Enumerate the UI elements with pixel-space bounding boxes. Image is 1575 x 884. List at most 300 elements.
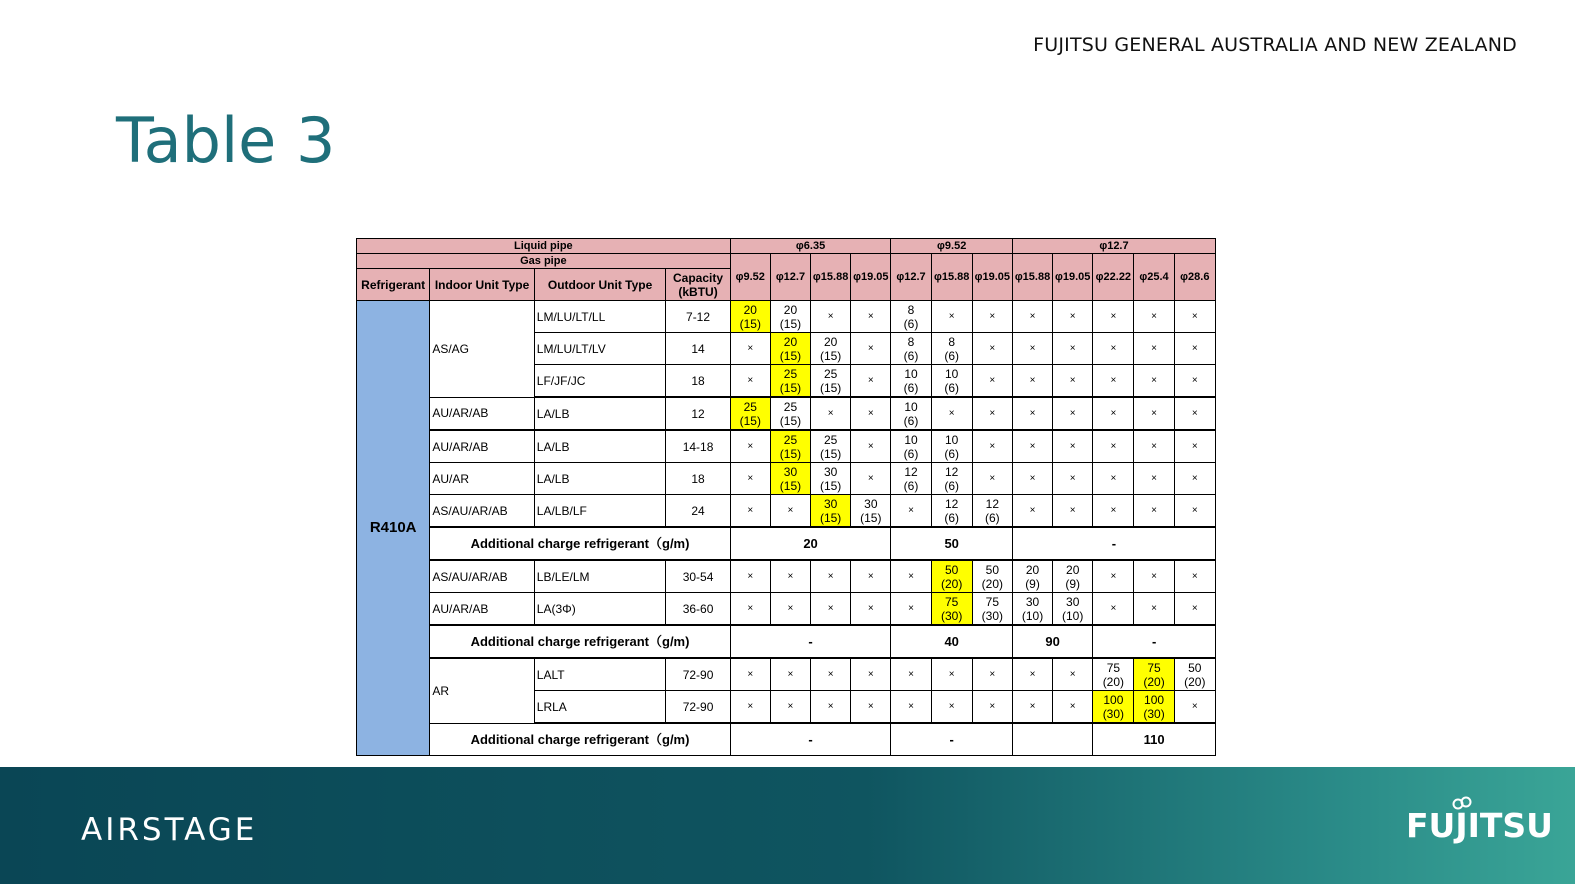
not-applicable-cell [811,301,851,333]
max-length-value: × [867,374,874,386]
liquid-pipe-header-row [357,239,1216,254]
chargeless-length-value: (20) [981,576,1004,591]
pipe-length-cell [851,495,891,528]
pipe-length-cell [891,463,931,495]
chargeless-length-value: (20) [1143,674,1165,689]
capacity-header: Capacity (kBTU) [666,269,730,301]
max-length-value: × [1069,407,1076,419]
max-length-value: × [1029,374,1036,386]
max-length-value: × [1110,310,1117,322]
max-length-value: 12 [985,496,1000,511]
chargeless-length-value: (10) [1062,608,1084,623]
max-length-value: × [989,668,996,680]
chargeless-length-value: (15) [819,380,842,395]
max-length-value: × [1151,504,1157,516]
not-applicable-cell [770,560,810,593]
max-length-value: 75 [945,594,959,609]
additional-charge-value: - [730,723,891,756]
max-length-value: × [948,668,955,680]
not-applicable-cell [972,333,1012,365]
capacity-cell: 30-54 [666,560,730,593]
max-length-value: × [747,440,754,452]
max-length-value: 30 [823,464,838,479]
max-length-value: 25 [783,399,798,414]
pipe-length-cell [891,365,931,398]
max-length-value: 20 [743,302,757,317]
table-row [357,495,1216,528]
pipe-length-cell [931,560,972,593]
max-length-value: × [867,602,874,614]
outdoor-unit-cell: LA(3Φ) [534,593,666,626]
max-length-value: × [908,700,914,712]
pipe-length-cell [931,365,972,398]
not-applicable-cell [931,658,972,691]
chargeless-length-value: (15) [779,413,802,428]
not-applicable-cell [972,658,1012,691]
indoor-unit-cell: AS/AU/AR/AB [430,495,534,528]
max-length-value: × [1069,472,1076,484]
outdoor-unit-cell: LB/LE/LM [534,560,666,593]
liquid-pipe-label: Liquid pipe [357,239,731,254]
max-length-value: × [948,407,955,419]
not-applicable-cell [1134,365,1174,398]
max-length-value: × [827,407,834,419]
indoor-unit-cell: AS/AG [430,301,534,398]
not-applicable-cell [1134,560,1174,593]
table-row [357,658,1216,691]
max-length-value: 25 [783,366,798,381]
max-length-value: × [989,407,996,419]
chargeless-length-value: (15) [739,316,761,331]
pipe-length-cell [1053,593,1093,626]
max-length-value: × [989,440,996,452]
not-applicable-cell [1053,301,1093,333]
max-length-value: 20 [1066,562,1080,577]
additional-charge-value: - [891,723,1013,756]
max-length-value: 75 [985,594,1000,609]
not-applicable-cell [1012,365,1052,398]
chargeless-length-value: (6) [944,380,960,395]
max-length-value: 30 [783,464,798,479]
max-length-value: × [1191,374,1198,386]
max-length-value: × [827,668,834,680]
pipe-length-cell [931,495,972,528]
outdoor-unit-cell: LA/LB [534,430,666,463]
max-length-value: × [827,310,834,322]
capacity-cell: 18 [666,463,730,495]
not-applicable-cell [1053,691,1093,724]
max-length-value: 12 [904,464,918,479]
additional-charge-value: - [1012,527,1215,560]
pipe-length-cell [770,463,810,495]
chargeless-length-value: (15) [819,478,842,493]
pipe-length-cell [891,333,931,365]
not-applicable-cell [1093,495,1134,528]
additional-charge-value: - [730,625,891,658]
pipe-length-cell [931,430,972,463]
chargeless-length-value: (15) [779,380,802,395]
pipe-length-cell [1174,658,1215,691]
chargeless-length-value: (6) [903,413,919,428]
not-applicable-cell [1012,691,1052,724]
not-applicable-cell [1174,333,1215,365]
max-length-value: × [989,700,996,712]
not-applicable-cell [1174,463,1215,495]
max-length-value: × [1069,310,1076,322]
indoor-unit-cell: AS/AU/AR/AB [430,560,534,593]
not-applicable-cell [1093,301,1134,333]
max-length-value: × [827,570,834,582]
max-length-value: 75 [1106,660,1121,675]
gas-pipe-label: Gas pipe [357,254,731,269]
indoor-unit-cell: AU/AR/AB [430,430,534,463]
additional-charge-value [1012,723,1092,756]
max-length-value: × [1191,472,1198,484]
table-row [357,397,1216,430]
pipe-length-cell [1134,691,1174,724]
chargeless-length-value: (15) [779,348,802,363]
pipe-length-cell [811,495,851,528]
not-applicable-cell [811,593,851,626]
max-length-value: × [747,374,754,386]
not-applicable-cell [972,365,1012,398]
chargeless-length-value: (6) [944,478,960,493]
not-applicable-cell [931,691,972,724]
not-applicable-cell [770,593,810,626]
not-applicable-cell [1174,301,1215,333]
max-length-value: 8 [948,334,956,349]
max-length-value: × [1191,342,1198,354]
not-applicable-cell [1093,593,1134,626]
not-applicable-cell [891,691,931,724]
indoor-unit-cell: AR [430,658,534,723]
pipe-length-cell [931,593,972,626]
not-applicable-cell [1053,658,1093,691]
not-applicable-cell [730,658,770,691]
gas-size-header: φ19.05 [851,254,891,301]
capacity-cell: 7-12 [666,301,730,333]
not-applicable-cell [1134,430,1174,463]
capacity-cell: 24 [666,495,730,528]
max-length-value: × [1110,570,1117,582]
max-length-value: × [867,668,874,680]
not-applicable-cell [730,560,770,593]
additional-charge-label: Additional charge refrigerant（g/m) [430,527,730,560]
additional-charge-value: 20 [730,527,891,560]
not-applicable-cell [1012,301,1052,333]
not-applicable-cell [891,658,931,691]
max-length-value: 25 [743,399,757,414]
max-length-value: 30 [1066,594,1080,609]
gas-size-header: φ28.6 [1174,254,1215,301]
pipe-length-cell [811,463,851,495]
max-length-value: 50 [985,562,1000,577]
not-applicable-cell [972,463,1012,495]
max-length-value: × [827,700,834,712]
max-length-value: × [989,342,996,354]
pipe-length-cell [972,593,1012,626]
max-length-value: × [747,342,754,354]
not-applicable-cell [730,593,770,626]
table-row [357,463,1216,495]
pipe-length-cell [770,365,810,398]
not-applicable-cell [891,593,931,626]
chargeless-length-value: (30) [1143,706,1165,721]
additional-charge-label: Additional charge refrigerant（g/m) [430,723,730,756]
fujitsu-logo: FUJITSU [1406,806,1553,845]
max-length-value: 12 [945,496,959,511]
max-length-value: 25 [823,432,838,447]
max-length-value: × [948,700,955,712]
gas-size-header: φ9.52 [730,254,770,301]
additional-charge-row [357,723,1216,756]
max-length-value: × [787,668,794,680]
additional-charge-value: 90 [1012,625,1092,658]
not-applicable-cell [1134,301,1174,333]
max-length-value: × [787,570,794,582]
outdoor-unit-cell: LM/LU/LT/LL [534,301,666,333]
not-applicable-cell [1174,593,1215,626]
max-length-value: × [1069,700,1076,712]
max-length-value: × [908,570,914,582]
max-length-value: 8 [907,302,915,317]
not-applicable-cell [1053,495,1093,528]
max-length-value: 20 [1025,562,1040,577]
company-name: FUJITSU GENERAL AUSTRALIA AND NEW ZEALAND [1033,34,1517,56]
not-applicable-cell [811,560,851,593]
gas-size-header: φ15.88 [931,254,972,301]
max-length-value: 8 [907,334,915,349]
not-applicable-cell [730,333,770,365]
pipe-length-cell [931,463,972,495]
not-applicable-cell [851,365,891,398]
chargeless-length-value: (6) [903,446,919,461]
gas-size-header: φ15.88 [811,254,851,301]
not-applicable-cell [972,691,1012,724]
capacity-cell: 72-90 [666,691,730,724]
chargeless-length-value: (9) [1025,576,1040,591]
max-length-value: × [1151,374,1157,386]
chargeless-length-value: (10) [1021,608,1044,623]
pipe-length-cell [1134,658,1174,691]
chargeless-length-value: (6) [903,380,919,395]
chargeless-length-value: (15) [860,510,882,525]
pipe-length-cell [770,430,810,463]
liquid-size-header: φ6.35 [730,239,891,254]
pipe-length-cell [1012,593,1052,626]
chargeless-length-value: (9) [1065,576,1081,591]
pipe-length-cell [1093,658,1134,691]
max-length-value: × [1069,668,1076,680]
max-length-value: × [867,472,874,484]
max-length-value: × [1110,407,1117,419]
pipe-length-cell [811,430,851,463]
not-applicable-cell [1093,333,1134,365]
max-length-value: × [1151,570,1157,582]
indoor-unit-cell: AU/AR [430,463,534,495]
max-length-value: 10 [945,432,959,447]
max-length-value: × [1110,374,1117,386]
max-length-value: 30 [1025,594,1040,609]
not-applicable-cell [1093,397,1134,430]
pipe-charge-table [356,238,1216,756]
max-length-value: 25 [783,432,798,447]
max-length-value: × [1029,310,1036,322]
chargeless-length-value: (15) [779,478,802,493]
additional-charge-value: 110 [1093,723,1216,756]
max-length-value: 10 [904,432,918,447]
max-length-value: × [1110,602,1117,614]
indoor-unit-cell: AU/AR/AB [430,397,534,430]
not-applicable-cell [1093,560,1134,593]
max-length-value: × [1029,407,1036,419]
capacity-cell: 36-60 [666,593,730,626]
capacity-cell: 12 [666,397,730,430]
max-length-value: 50 [945,562,959,577]
max-length-value: × [908,668,914,680]
table-row [357,430,1216,463]
not-applicable-cell [851,593,891,626]
not-applicable-cell [931,301,972,333]
gas-size-header: φ25.4 [1134,254,1174,301]
pipe-length-cell [891,430,931,463]
not-applicable-cell [730,365,770,398]
not-applicable-cell [1012,463,1052,495]
refrigerant-cell: R410A [357,301,430,756]
indoor-unit-cell: AU/AR/AB [430,593,534,626]
pipe-length-cell [972,560,1012,593]
additional-charge-row [357,527,1216,560]
not-applicable-cell [1134,333,1174,365]
chargeless-length-value: (20) [1102,674,1125,689]
max-length-value: 12 [945,464,959,479]
chargeless-length-value: (15) [819,510,842,525]
max-length-value: × [1110,504,1117,516]
chargeless-length-value: (15) [779,316,802,331]
max-length-value: × [1191,504,1198,516]
not-applicable-cell [770,691,810,724]
max-length-value: × [948,310,955,322]
max-length-value: × [1029,440,1036,452]
table-row [357,560,1216,593]
pipe-length-cell [972,495,1012,528]
liquid-size-header: φ12.7 [1012,239,1215,254]
chargeless-length-value: (15) [739,413,761,428]
not-applicable-cell [851,463,891,495]
not-applicable-cell [1053,333,1093,365]
max-length-value: × [747,700,754,712]
not-applicable-cell [1053,430,1093,463]
outdoor-unit-cell: LRLA [534,691,666,724]
not-applicable-cell [851,430,891,463]
not-applicable-cell [1053,365,1093,398]
capacity-cell: 14-18 [666,430,730,463]
not-applicable-cell [1093,365,1134,398]
gas-pipe-header-row [357,254,1216,269]
max-length-value: × [1029,472,1036,484]
max-length-value: 10 [945,366,959,381]
pipe-length-cell [931,333,972,365]
not-applicable-cell [1174,560,1215,593]
capacity-cell: 18 [666,365,730,398]
max-length-value: × [1029,668,1036,680]
max-length-value: × [908,602,914,614]
max-length-value: 30 [864,496,878,511]
gas-size-header: φ19.05 [972,254,1012,301]
not-applicable-cell [1134,495,1174,528]
chargeless-length-value: (6) [944,348,960,363]
not-applicable-cell [811,397,851,430]
chargeless-length-value: (30) [981,608,1004,623]
gas-size-header: φ22.22 [1093,254,1134,301]
table-row [357,593,1216,626]
chargeless-length-value: (15) [819,348,842,363]
pipe-length-cell [1053,560,1093,593]
max-length-value: × [867,310,874,322]
pipe-length-cell [811,365,851,398]
max-length-value: × [1069,374,1076,386]
not-applicable-cell [730,691,770,724]
not-applicable-cell [891,495,931,528]
outdoor-unit-cell: LM/LU/LT/LV [534,333,666,365]
max-length-value: × [1191,310,1198,322]
chargeless-length-value: (15) [779,446,802,461]
not-applicable-cell [931,397,972,430]
max-length-value: × [1191,602,1198,614]
max-length-value: × [989,310,996,322]
max-length-value: × [1151,602,1157,614]
max-length-value: × [747,602,754,614]
not-applicable-cell [1053,397,1093,430]
max-length-value: × [867,342,874,354]
max-length-value: × [1191,700,1198,712]
max-length-value: 10 [904,366,918,381]
not-applicable-cell [851,397,891,430]
not-applicable-cell [770,495,810,528]
pipe-length-cell [811,333,851,365]
not-applicable-cell [1012,495,1052,528]
max-length-value: 20 [823,334,838,349]
not-applicable-cell [1012,397,1052,430]
max-length-value: × [989,472,996,484]
not-applicable-cell [851,301,891,333]
not-applicable-cell [1174,430,1215,463]
max-length-value: × [1191,570,1198,582]
pipe-length-cell [770,301,810,333]
gas-size-header: φ19.05 [1053,254,1093,301]
max-length-value: × [1069,342,1076,354]
chargeless-length-value: (20) [1184,674,1206,689]
additional-charge-value: 40 [891,625,1013,658]
airstage-logo: AIRSTAGE [81,812,258,848]
not-applicable-cell [1174,691,1215,724]
additional-charge-value: 50 [891,527,1013,560]
max-length-value: × [787,700,794,712]
not-applicable-cell [1012,333,1052,365]
not-applicable-cell [811,691,851,724]
pipe-length-cell [770,333,810,365]
max-length-value: × [787,504,794,516]
additional-charge-value: - [1093,625,1216,658]
capacity-cell: 14 [666,333,730,365]
not-applicable-cell [1012,658,1052,691]
chargeless-length-value: (6) [985,510,1000,525]
not-applicable-cell [851,560,891,593]
not-applicable-cell [972,301,1012,333]
not-applicable-cell [1053,463,1093,495]
outdoor-unit-cell: LA/LB [534,463,666,495]
max-length-value: × [1069,440,1076,452]
